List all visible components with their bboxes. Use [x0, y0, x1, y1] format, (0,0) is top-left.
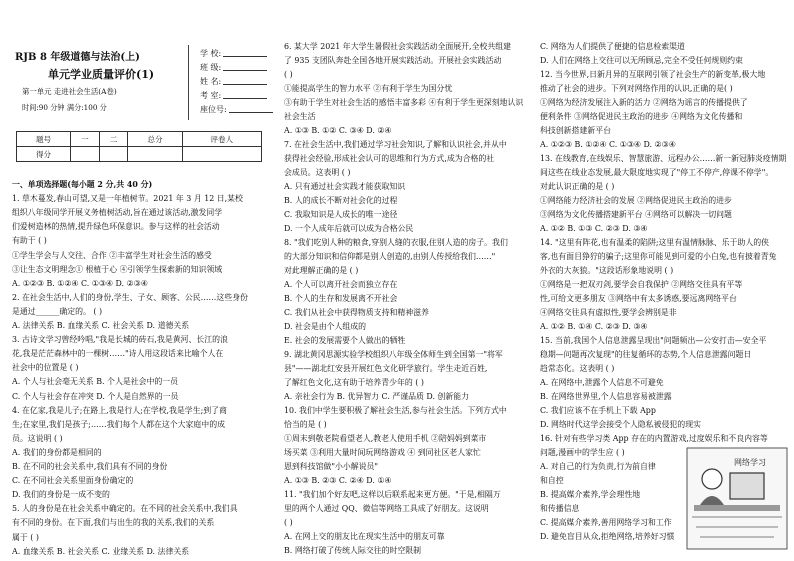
question-text-line: C. 在不同社会关系里面身份确定的	[12, 476, 134, 486]
question-text-line: 12. 当今世界,日新月异的互联网引领了社会生产的新变革,极大地	[540, 70, 766, 79]
time-score-info: 时间:90 分钟 满分:100 分	[22, 103, 107, 112]
field-label: 姓 名:	[200, 77, 222, 86]
question-text-line: A. ①② B. ①④ C. ②③ D. ③④	[540, 322, 648, 331]
question-text-line: 组织八年级同学开展义务植树活动,旨在通过该活动,激发同学	[12, 208, 223, 218]
question-text-line: 4. 在亿家,我是儿子;在路上,我是行人;在学校,我是学生;到了商	[12, 405, 227, 415]
question-text-line: 9. 湖北黄冈思源实验学校组织八年级全体师生到全国第一"将军	[284, 350, 503, 359]
question-text-line: ( )	[284, 518, 293, 527]
question-text-line: D. 一个人成年后就可以成为合格公民	[284, 224, 414, 233]
question-text-line: 性,可给文更多朋友 ③网络中有太多诱惑,要远离网络平台	[540, 294, 737, 303]
question-text-line: ③有助于学生对社会生活的感悟丰富多彩 ④有利于学生更深刻地认识	[284, 98, 524, 107]
question-text-line: 3. 古诗文学习曾经吟唱,"我是长城的砖石,我是黄河、长江的浪	[12, 335, 228, 345]
question-text-line: 客,也有面目狰狞的骗子;这里你可能见到可爱的小白兔,也有披着青兔	[540, 252, 777, 261]
question-text-line: ( )	[284, 70, 293, 79]
question-text-line: 场买菜 ③利用大量时间玩网络游戏 ④ 到同社区老人家忙	[284, 448, 481, 457]
question-text-line: 社会中的位置是 ( )	[12, 363, 79, 373]
question-text-line: 的大部分知识和信仰都是别人创造的,由别人传授给我们……"	[284, 252, 496, 261]
question-text-line: B. 在不同的社会关系中,我们具有不同的身份	[12, 462, 168, 471]
field-blank[interactable]	[223, 90, 267, 99]
question-text-line: 会成员。这表明 ( )	[284, 168, 351, 177]
question-text-line: ①能提高学生的智力水平 ②有利于学生为国分忧	[284, 84, 453, 93]
question-text-line: A. ①③ B. ①② C. ③④ D. ②④	[284, 126, 392, 135]
exam-title-grade: RJB 8 年级道德与法治(上)	[15, 52, 140, 63]
question-text-line: A. 个人可以离开社会而独立存在	[284, 280, 398, 289]
question-text-line: 科技创新搭建新平台	[540, 126, 612, 135]
question-text-line: 稳期—问题再次复现"的往复循环的态势,个人信息泄露问题日	[540, 350, 752, 359]
question-text-line: C. 我取知识是人成长的唯一途径	[284, 210, 398, 219]
question-text-line: 生;在家里,我们是孩子;……我们每个人都在这个大家庭中的成	[12, 419, 225, 429]
question-text-line: 趋常态化。这表明 ( )	[540, 364, 615, 373]
question-text-line: ①网络为经济发展注入新的活力 ②网络为谣言的传播提供了	[540, 98, 748, 107]
score-header-cell: 题号	[17, 132, 71, 147]
header-divider	[188, 45, 189, 120]
question-text-line: 对此认识正确的是 ( )	[540, 182, 615, 191]
question-text-line: 有不同的身份。在下面,我们与出生的我的关系,我们的关系	[12, 518, 215, 528]
question-text-line: 6. 某大学 2021 年大学生暑假社会实践活动全面展开,全校共组建	[284, 42, 512, 51]
question-text-line: 和自控	[540, 476, 564, 485]
question-text-line: 花,我是茫茫森林中的一棵树……"诗人用这段话来比喻个人在	[12, 349, 224, 359]
question-text-line: C. 我们应该不在手机上下载 App	[540, 406, 656, 415]
question-text-line: 5. 人的身份是在社会关系中确定的。在不同的社会关系中,我们具	[12, 504, 238, 514]
question-text-line: 一、单项选择题(每小题 2 分,共 40 分)	[12, 180, 153, 189]
score-cell	[99, 147, 128, 162]
student-info-field[interactable]	[200, 62, 267, 73]
field-label: 考 室:	[200, 91, 222, 100]
score-header-cell: 总分	[128, 132, 182, 147]
unit-title: 第一单元 走进社会生活(A卷)	[22, 87, 117, 96]
question-text-line: 15. 当前,我国个人信息泄露呈现出"问题频出—公安打击—安全平	[540, 336, 767, 345]
question-text-line: 县"——湖北红安县开展红色文化研学旅行。学生走近百姓,	[284, 364, 488, 373]
field-blank[interactable]	[223, 48, 267, 57]
field-label: 座位号:	[200, 105, 227, 114]
score-cell	[182, 147, 261, 162]
question-text-line: 和传播信息	[540, 504, 580, 513]
question-text-line: D. 社会是由个人组成的	[284, 322, 367, 331]
question-text-line: B. 网络打破了传统人际交往的时空限制	[284, 546, 422, 555]
score-header-cell: 评卷人	[182, 132, 261, 147]
question-text-line: 8. "我们吃别人种的粮食,穿别人缝的衣服,住别人造的房子。我们	[284, 238, 508, 247]
question-text-line: C. 个人与社会存在冲突 D. 个人是自然界的一员	[12, 391, 179, 401]
question-text-line: 便利条件 ③网络促进民主政治的进步 ④网络为文化传播和	[540, 112, 743, 121]
question-text-line: 恩到科技馆做"小小解说员"	[284, 462, 379, 471]
question-text-line: E. 社会的发展需要个人做出的牺牲	[284, 336, 406, 345]
question-text-line: 有助于 ( )	[12, 236, 47, 246]
question-text-line: 获得社会经验,形成社会认可的思维和行为方式,成为合格的社	[284, 154, 495, 163]
question-text-line: B. 个人的生存和发展离不开社会	[284, 294, 398, 303]
desk-shape	[694, 505, 780, 511]
question-text-line: 14. "这里有阵花,也有温柔的陷阱;这里有温情脉脉、乐于助人的侠	[540, 238, 770, 247]
question-text-line: 里的两个人通过 QQ、微信等网络工具成了好朋友。这说明	[284, 504, 489, 513]
question-text-line: B. 人的成长不断对社会化的过程	[284, 196, 398, 205]
question-text-line: 了解红色文化,这有助于培养青少年的 ( )	[284, 378, 424, 387]
field-label: 班 级:	[200, 63, 222, 72]
question-text-line: D. 网络时代这学会接受个人隐私被侵犯的现实	[540, 420, 701, 429]
question-text-line: A. 在网上交的朋友比在现实生活中的朋友可靠	[284, 532, 445, 541]
question-text-line: B. 在网络世界里,个人信息容易被泄露	[540, 392, 672, 401]
question-text-line: 10. 我们中学生要积极了解社会生活,参与社会生活。下列方式中	[284, 406, 507, 415]
question-text-line: C. 我们从社会中获得物质支持和精神滋养	[284, 308, 429, 317]
question-text-line: 1. 草木蔓发,春山可望,又是一年植树节。2021 年 3 月 12 日,某校	[12, 194, 243, 204]
question-text-line: 16. 针对有些学习类 App 存在的内置游戏,过度娱乐和不良内容等	[540, 434, 768, 443]
question-text-line: 13. 在线教育,在线娱乐、智慧旅游、远程办公……新一新冠肺炎疫情期	[540, 154, 787, 163]
question-text-line: 间这些在线业态发展,最大限度地实现了"停工不停产,停课不停学"。	[540, 168, 774, 177]
student-info-field[interactable]	[200, 104, 273, 115]
question-text-line: A. 血缘关系 B. 社会关系 C. 业缘关系 D. 法律关系	[12, 546, 190, 556]
score-header-cell: 一	[71, 132, 100, 147]
question-text-line: 恰当的是 ( )	[284, 420, 327, 429]
tablet-shape	[730, 473, 764, 499]
question-text-line: A. 在网络中,泄露个人信息不可避免	[540, 378, 664, 387]
cartoon-illustration	[686, 447, 788, 550]
question-text-line: ①网络是一把双刃剑,要学会自我保护 ②网络交往具有平等	[540, 280, 743, 289]
question-text-line: 问题,漫画中的学生应 ( )	[540, 448, 625, 457]
question-text-line: 属于 ( )	[12, 532, 39, 542]
field-label: 学 校:	[200, 49, 222, 58]
question-text-line: A. 法律关系 B. 血缘关系 C. 社会关系 D. 道德关系	[12, 321, 190, 330]
exam-title-evaluation: 单元学业质量评价(1)	[48, 68, 155, 81]
question-text-line: A. 亲社会行为 B. 优异智力 C. 严谨品质 D. 创新能力	[284, 392, 470, 401]
question-text-line: D. 避免盲目从众,拒绝网络,培养好习惯	[540, 532, 675, 541]
question-text-line: 对此理解正确的是 ( )	[284, 266, 359, 275]
student-info-field[interactable]	[200, 76, 267, 87]
question-text-line: A. 我们的身份都是相同的	[12, 447, 102, 457]
cartoon-caption: 网络学习	[734, 458, 766, 467]
question-text-line: A. ①② B. ①③ C. ②③ D. ③④	[540, 224, 648, 233]
question-text-line: D. 我们的身份是一成不变的	[12, 490, 110, 500]
question-text-line: 7. 在社会生活中,我们通过学习社会知识,了解和认识社会,并从中	[284, 140, 507, 149]
field-blank[interactable]	[229, 104, 273, 113]
question-text-line: 们爱树造林的热情,提升绿色环保意识。参与这样的社会活动	[12, 222, 220, 232]
question-text-line: 2. 在社会生活中,人们的身份,学生、子女、顾客、公民……这些身份	[12, 292, 248, 302]
question-text-line: 11. "我们加个好友吧,这样以后联系起来更方便。"于是,相隔万	[284, 490, 501, 499]
question-text-line: B. 提高媒介素养,学会理性地	[540, 490, 641, 499]
question-text-line: C. 网络为人们提供了便捷的信息检索渠道	[540, 42, 685, 51]
question-text-line: A. ①③ B. ②③ C. ②④ D. ①④	[284, 476, 392, 485]
field-blank[interactable]	[223, 62, 267, 71]
question-text-line: ③让生态文明理念① 根植于心 ④引领学生探索新的知识领域	[12, 264, 223, 274]
score-table	[16, 131, 262, 162]
score-row-label: 得分	[17, 147, 71, 162]
score-header-cell: 二	[99, 132, 128, 147]
question-text-line: ③网络为文化传播搭建新平台 ④网络可以解决一切问题	[540, 210, 732, 219]
question-text-line: D. 人们在网络上交往可以无所顾忌,完全不受任何规则约束	[540, 56, 743, 65]
question-text-line: 是通过______确定的。 ( )	[12, 306, 103, 316]
question-text-line: ①周末到敬老院看望老人,教老人使用手机 ②陪妈妈到菜市	[284, 434, 487, 443]
question-text-line: ①学生学会与人交往、合作 ②丰富学生对社会生活的感受	[12, 250, 212, 260]
student-head	[702, 469, 722, 489]
field-blank[interactable]	[223, 76, 267, 85]
question-text-line: 社会生活	[284, 112, 316, 121]
question-text-line: 员。这说明 ( )	[12, 433, 63, 443]
question-text-line: A. 对自己的行为负责,行为前自律	[540, 462, 656, 471]
question-text-line: 外衣的大灰狼。"这段话形象地说明 ( )	[540, 266, 674, 275]
score-cell	[128, 147, 182, 162]
question-text-line: A. ①②③ B. ①②④ C. ①③④ D. ②③④	[540, 140, 676, 149]
question-text-line: A. ①②③ B. ①②④ C. ①③④ D. ②③④	[12, 278, 148, 288]
question-text-line: A. 个人与社会毫无关系 B. 个人是社会中的一员	[12, 377, 179, 387]
question-text-line: C. 提高媒介素养,善用网络学习和工作	[540, 518, 672, 527]
student-info-field[interactable]	[200, 90, 267, 101]
question-text-line: ①网络能力经济社会的发展 ②网络促进民主政治的进步	[540, 196, 732, 205]
question-text-line: ④网络交往具有虚拟性,要学会辨别是非	[540, 308, 677, 317]
question-text-line: A. 只有通过社会实践才能获取知识	[284, 182, 406, 191]
score-cell	[71, 147, 100, 162]
question-text-line: 推动了社会的进步。下列对网络作用的认识,正确的是( )	[540, 84, 733, 93]
question-text-line: 了 935 支团队奔赴全国各地开展实践活动。开展社会实践活动	[284, 56, 502, 65]
student-info-field[interactable]	[200, 48, 267, 59]
